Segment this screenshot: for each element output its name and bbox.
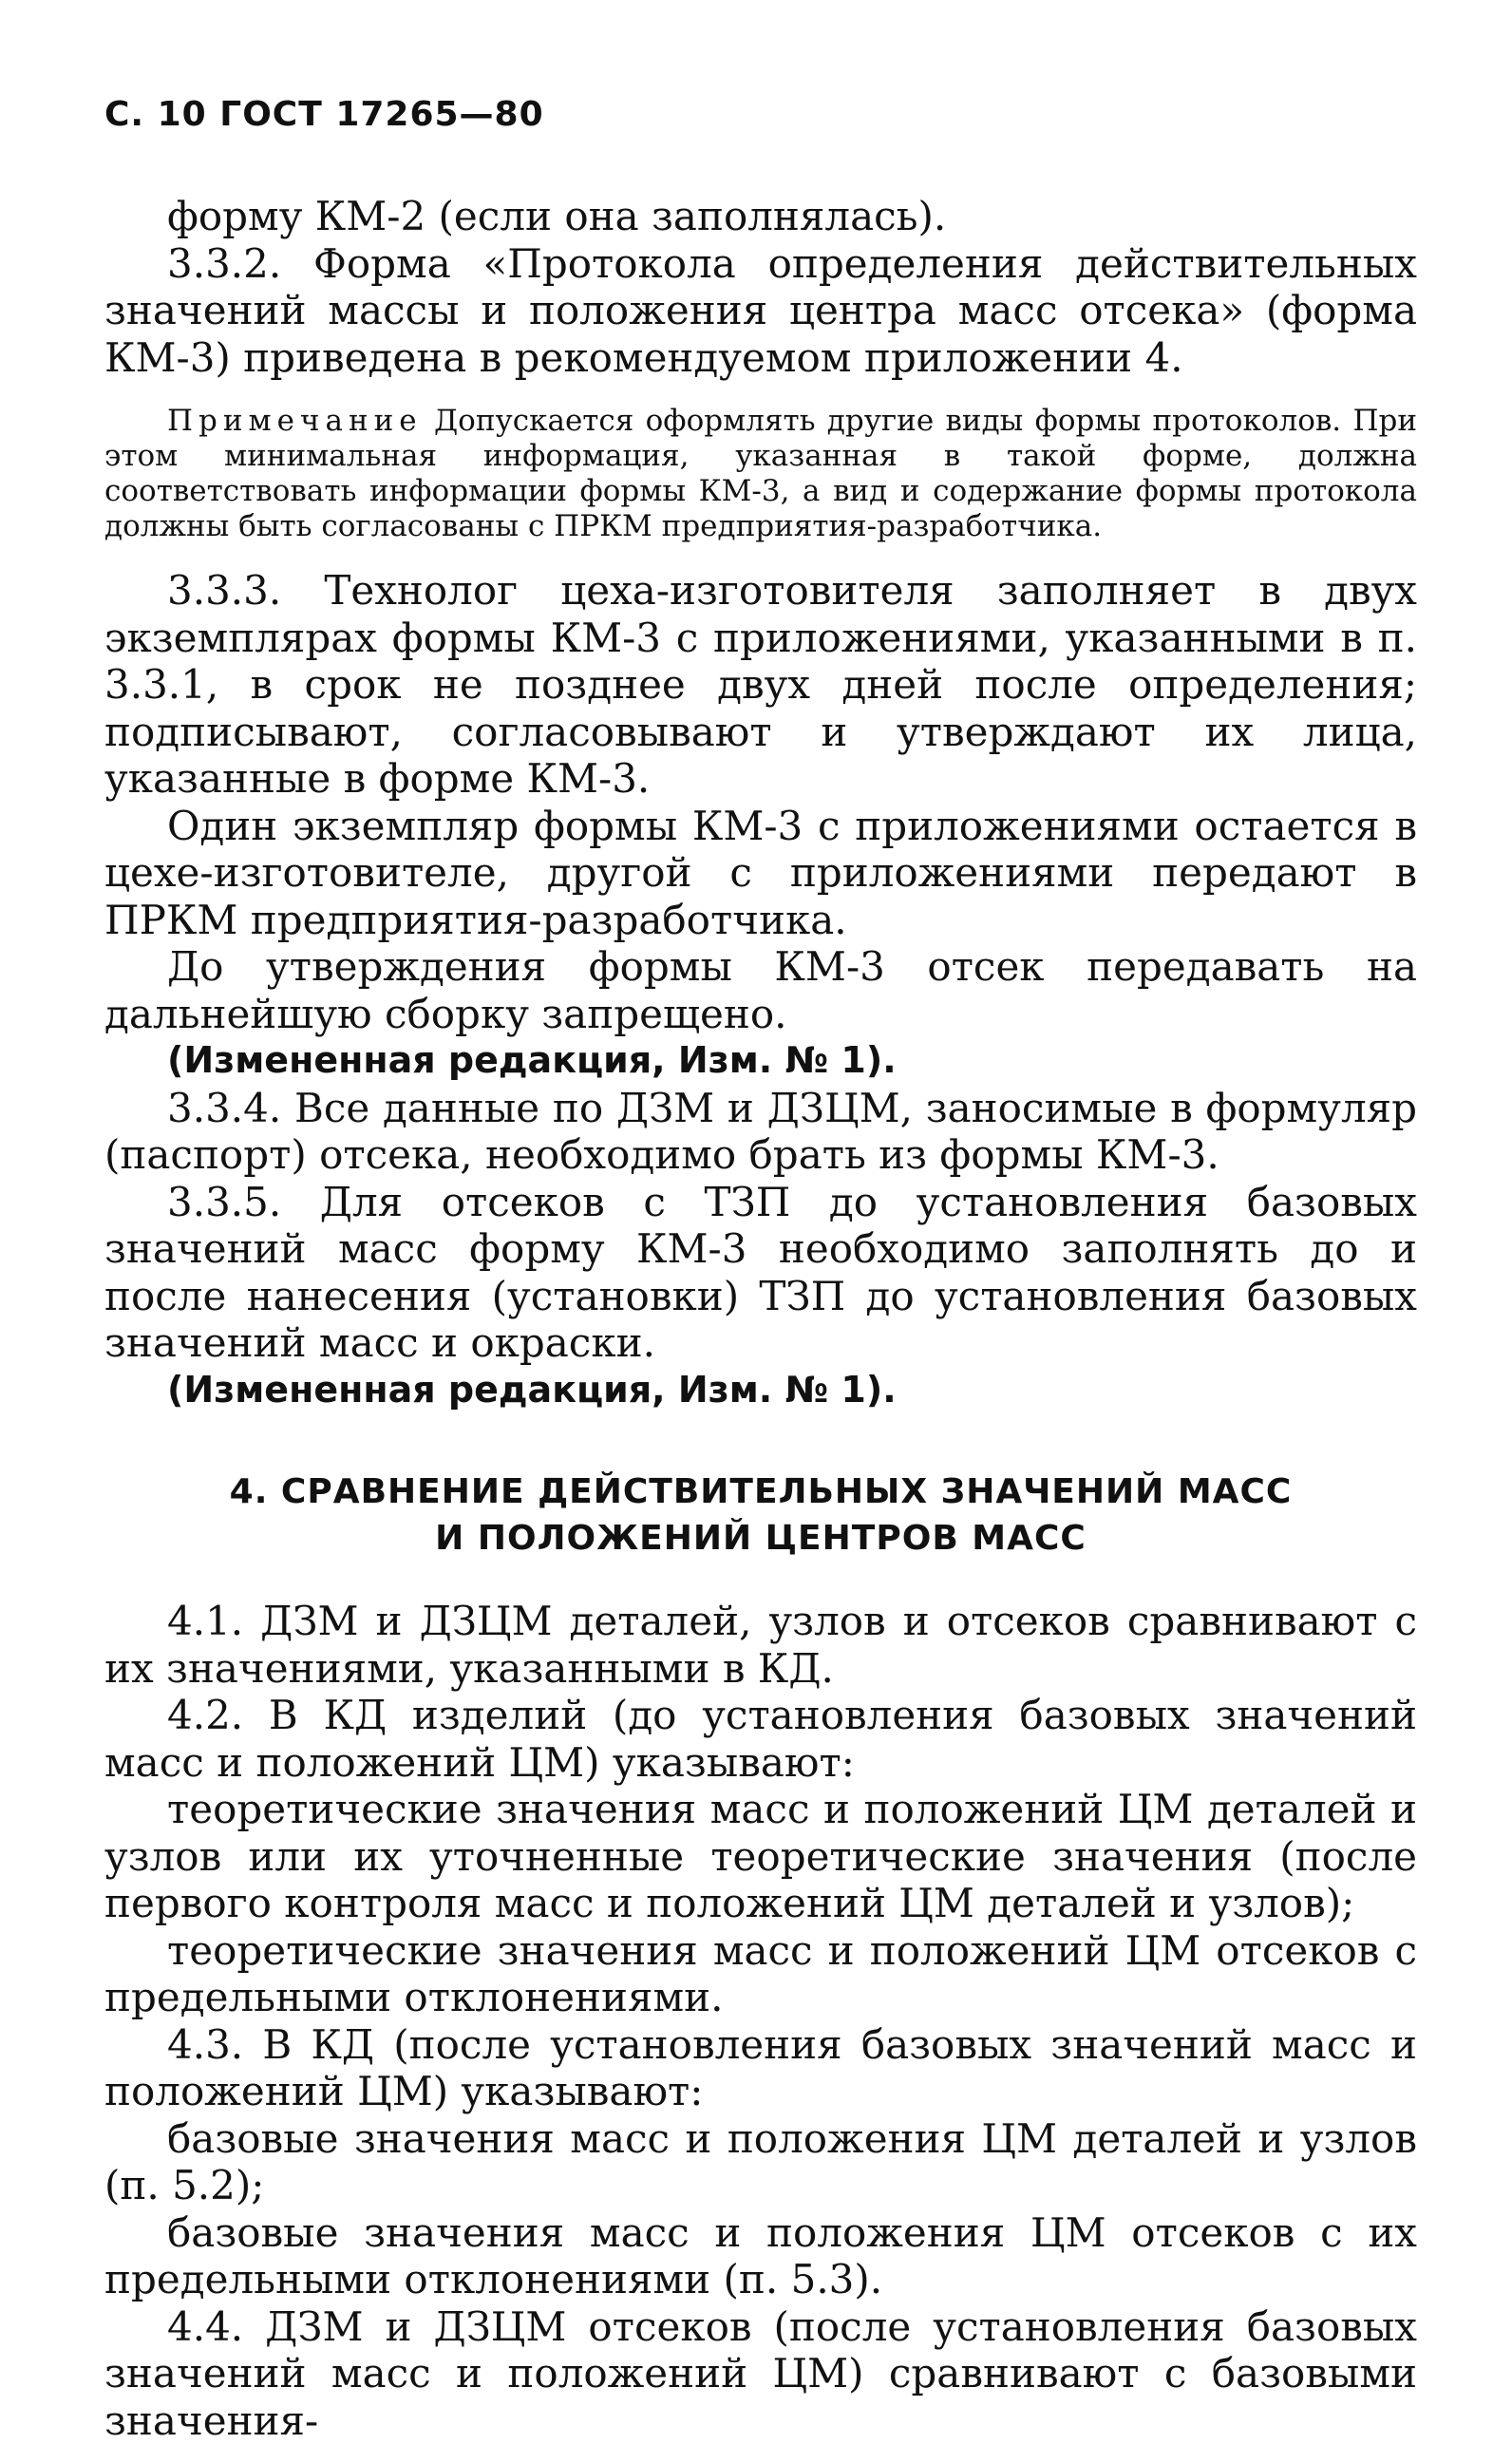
section-title-line: 4. СРАВНЕНИЕ ДЕЙСТВИТЕЛЬНЫХ ЗНАЧЕНИЙ МАСС [104,1468,1417,1515]
paragraph-4-4: 4.4. ДЗМ и ДЗЦМ отсеков (после установления базовых значений масс и положений ЦМ) сравнивают с базовыми значения- [104,2303,1417,2444]
section-title-line: И ПОЛОЖЕНИЙ ЦЕНТРОВ МАСС [104,1515,1417,1562]
paragraph: форму КМ-2 (если она заполнялась). [104,193,1417,240]
amendment-note: (Измененная редакция, Изм. № 1). [104,1367,1417,1414]
note [104,404,1417,544]
paragraph: До утверждения формы КМ-3 отсек передавать на дальнейшую сборку запрещено. [104,943,1417,1037]
running-header: С. 10 ГОСТ 17265—80 [104,95,1417,134]
paragraph-3-3-4: 3.3.4. Все данные по ДЗМ и ДЗЦМ, заносимые в формуляр (паспорт) отсека, необходимо брать из формы КМ-3. [104,1085,1417,1179]
note-text: Допускается оформлять другие виды формы протоколов. При этом минимальная информация, указанная в такой форме, должна соответствовать информации формы КМ-3, а вид и содержание формы протокола должны быть согласованы с ПРКМ предприятия-разработчика. [104,404,1417,543]
paragraph: теоретические значения масс и положений ЦМ отсеков с предельными отклонениями. [104,1927,1417,2021]
page-body [104,193,1417,2444]
paragraph-4-2: 4.2. В КД изделий (до установления базовых значений масс и положений ЦМ) указывают: [104,1692,1417,1786]
paragraph-4-1: 4.1. ДЗМ и ДЗЦМ деталей, узлов и отсеков сравнивают с их значениями, указанными в КД. [104,1598,1417,1692]
paragraph: теоретические значения масс и положений ЦМ деталей и узлов или их уточненные теоретические значения (после первого контроля масс и положений ЦМ деталей и узлов); [104,1786,1417,1927]
paragraph-3-3-2: 3.3.2. Форма «Протокола определения действительных значений массы и положения центра масс отсека» (форма КМ-3) приведена в рекомендуемом приложении 4. [104,240,1417,382]
note-label: Примечание [167,404,423,438]
paragraph-3-3-3: 3.3.3. Технолог цеха-изготовителя заполняет в двух экземплярах формы КМ-3 с приложениями, указанными в п. 3.3.1, в срок не позднее двух дней после определения; подписывают, согласовывают и утверждают их лица, указанные в форме КМ-3. [104,567,1417,803]
paragraph: базовые значения масс и положения ЦМ деталей и узлов (п. 5.2); [104,2115,1417,2209]
paragraph-3-3-5: 3.3.5. Для отсеков с ТЗП до установления базовых значений масс форму КМ-3 необходимо заполнять до и после нанесения (установки) ТЗП до установления базовых значений масс и окраски. [104,1179,1417,1367]
paragraph-4-3: 4.3. В КД (после установления базовых значений масс и положений ЦМ) указывают: [104,2021,1417,2115]
section-title [104,1468,1417,1562]
paragraph: базовые значения масс и положения ЦМ отсеков с их предельными отклонениями (п. 5.3). [104,2209,1417,2303]
paragraph: Один экземпляр формы КМ-3 с приложениями остается в цехе-изготовителе, другой с приложениями передают в ПРКМ предприятия-разработчика. [104,803,1417,944]
amendment-note: (Измененная редакция, Изм. № 1). [104,1037,1417,1085]
